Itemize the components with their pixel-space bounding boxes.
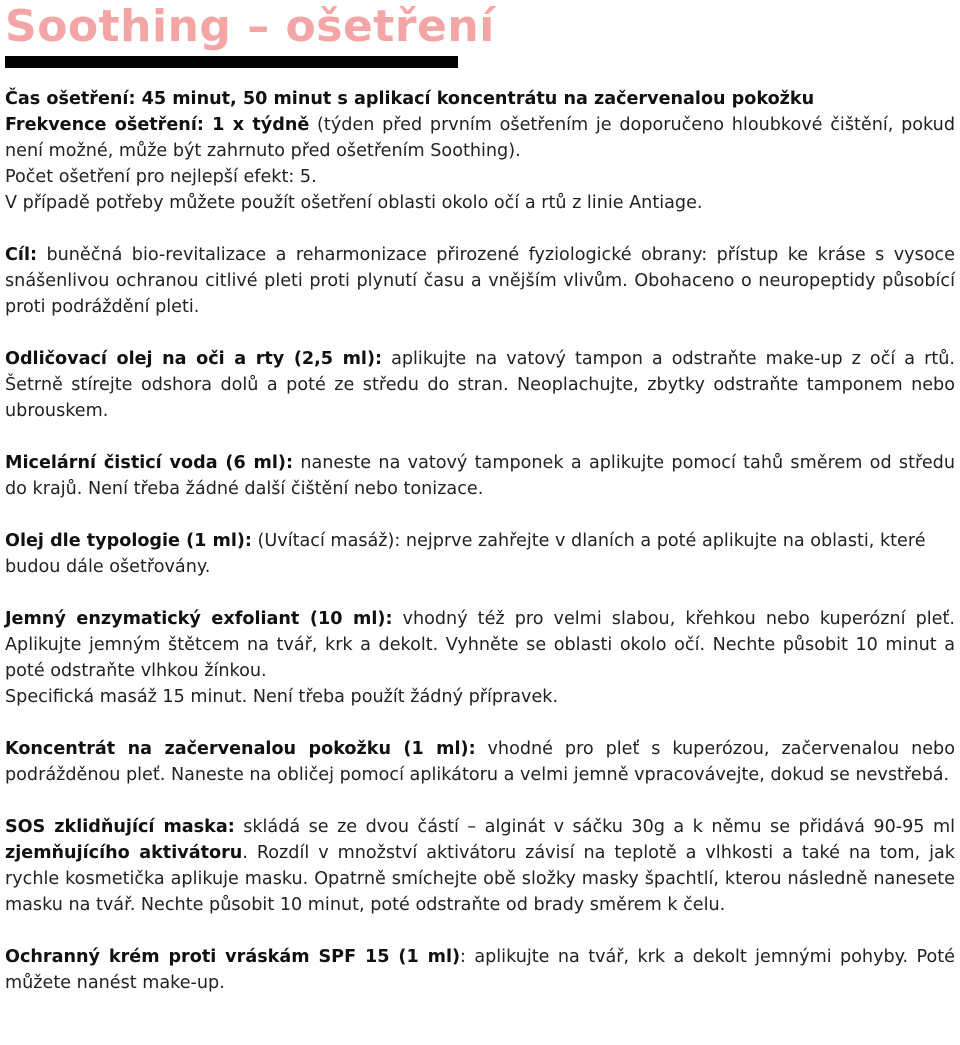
step-typology-oil bbox=[5, 528, 955, 580]
step-text: skládá se ze dvou částí – alginát v sáčku 30g a k němu se přidává 90-95 ml bbox=[234, 817, 955, 837]
goal-label: Cíl: bbox=[5, 245, 38, 265]
step-text: aplikujte na vatový tampon a odstraňte make-up z očí a rtů. Šetrně stírejte odshora dolů a poté ze středu do stran. Neoplachujte, zbytky odstraňte tamponem nebo ubrouskem. bbox=[5, 349, 955, 421]
treatment-time-label: Čas ošetření: 45 minut, 50 minut s aplikací koncentrátu na začervenalou pokožku bbox=[5, 89, 815, 109]
step-label: Olej dle typologie (1 ml): bbox=[5, 531, 252, 551]
step-text: naneste na vatový tamponek a aplikujte pomocí tahů směrem od středu do krajů. Není třeba žádné další čištění nebo tonizace. bbox=[5, 453, 955, 499]
step-text: : aplikujte na tvář, krk a dekolt jemnými pohyby. Poté můžete nanést make-up. bbox=[5, 947, 956, 993]
step-label: Odličovací olej na oči a rty (2,5 ml): bbox=[5, 349, 383, 369]
goal-text: buněčná bio-revitalizace a reharmonizace přirozené fyziologické obrany: přístup ke kráse s vysoce snášenlivou ochranou citlivé pleti proti plynutí času a vnějším vlivům. Obohaceno o neuropeptidy působící proti podráždění pleti. bbox=[5, 245, 955, 317]
step-sos-mask bbox=[5, 814, 955, 918]
document-body bbox=[5, 86, 955, 996]
step-label: SOS zklidňující maska: bbox=[5, 817, 235, 837]
treatment-frequency-label: Frekvence ošetření: 1 x týdně bbox=[5, 115, 310, 135]
goal-paragraph bbox=[5, 242, 955, 320]
step-massage-note: Specifická masáž 15 minut. Není třeba použít žádný přípravek. bbox=[5, 687, 559, 707]
treatment-count: Počet ošetření pro nejlepší efekt: 5. bbox=[5, 167, 317, 187]
step-label: Koncentrát na začervenalou pokožku (1 ml): bbox=[5, 739, 476, 759]
step-bold-term: zjemňujícího aktivátoru bbox=[5, 843, 243, 863]
treatment-frequency-text: (týden před prvním ošetřením je doporučeno hloubkové čištění, pokud není možné, může být zahrnuto před ošetřením Soothing). bbox=[5, 115, 955, 161]
step-redness-concentrate bbox=[5, 736, 955, 788]
step-text: . Rozdíl v množství aktivátoru závisí na teplotě a vlhkosti a také na tom, jak rychle kosmetička aplikuje masku. Opatrně smíchejte obě složky masky špachtlí, kterou následně nanesete masku na tvář. Nechte působit 10 minut, poté odstraňte od brady směrem k čelu. bbox=[5, 843, 955, 915]
step-text: vhodné pro pleť s kuperózou, začervenalou nebo podrážděnou pleť. Naneste na obličej pomocí aplikátoru a velmi jemně vpracovávejte, dokud se nevstřebá. bbox=[5, 739, 955, 785]
step-label: Micelární čisticí voda (6 ml): bbox=[5, 453, 293, 473]
treatment-time bbox=[5, 86, 955, 112]
treatment-frequency bbox=[5, 112, 955, 164]
step-label: Ochranný krém proti vráskám SPF 15 (1 ml) bbox=[5, 947, 461, 967]
eye-area-note: V případě potřeby můžete použít ošetření oblasti okolo očí a rtů z linie Antiage. bbox=[5, 193, 703, 213]
step-label: Jemný enzymatický exfoliant (10 ml): bbox=[5, 609, 393, 629]
step-enzymatic-exfoliant bbox=[5, 606, 955, 684]
title-underline-bar bbox=[5, 56, 458, 68]
step-micellar-water bbox=[5, 450, 955, 502]
step-text: vhodný též pro velmi slabou, křehkou nebo kuperózní pleť. Aplikujte jemným štětcem na tvář, krk a dekolt. Vyhněte se oblasti okolo očí. Nechte působit 10 minut a poté odstraňte vlhkou žínkou. bbox=[5, 609, 955, 681]
step-text: (Uvítací masáž): nejprve zahřejte v dlaních a poté aplikujte na oblasti, které budou dále ošetřovány. bbox=[5, 531, 926, 577]
step-makeup-remover bbox=[5, 346, 955, 424]
page-title: Soothing – ošetření bbox=[5, 1, 495, 52]
step-spf-cream bbox=[5, 944, 955, 996]
